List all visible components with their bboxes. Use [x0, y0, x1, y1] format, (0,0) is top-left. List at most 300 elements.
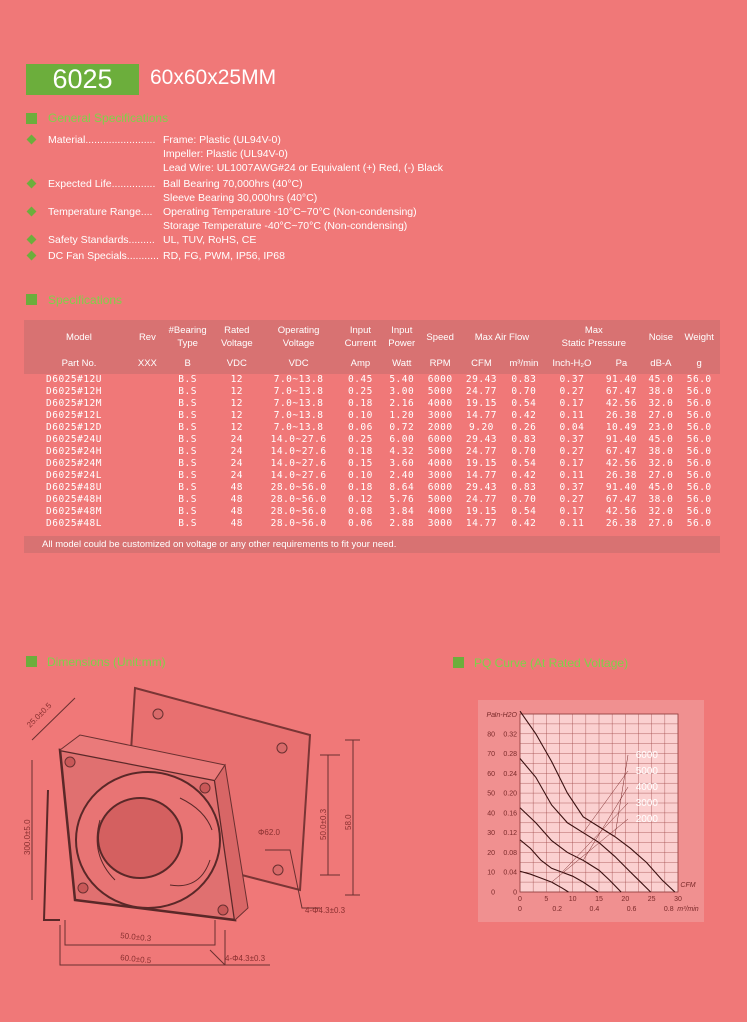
- table-cell: 0.42: [511, 470, 537, 481]
- table-cell: 1.20: [389, 410, 415, 421]
- table-cell: 24: [230, 434, 244, 445]
- cfm-tick-label: 20: [621, 896, 630, 903]
- table-cell: 24.77: [465, 446, 498, 457]
- table-cell: 0.27: [559, 494, 585, 505]
- table-unit-cell: m³/min: [503, 354, 544, 374]
- table-cell: 9.20: [469, 422, 494, 433]
- pa-tick-label: 30: [487, 830, 495, 838]
- model-size: 60x60x25MM: [150, 66, 277, 89]
- table-cell: 56.0: [686, 518, 712, 529]
- pa-tick-label: 0: [491, 889, 495, 897]
- table-row: [24, 422, 720, 434]
- table-cell: 6000: [427, 434, 453, 445]
- table-cell: B.S: [178, 470, 197, 481]
- table-cell: 67.47: [605, 494, 637, 505]
- table-cell: 19.15: [465, 458, 498, 469]
- table-cell: D6025#12U: [46, 374, 102, 385]
- table-cell: 56.0: [686, 446, 712, 457]
- table-row: [24, 398, 720, 410]
- table-cell: 56.0: [686, 470, 712, 481]
- table-unit-cell: B: [161, 354, 215, 374]
- table-cell: 8.64: [389, 482, 415, 493]
- table-cell: D6025#24L: [46, 470, 102, 481]
- table-cell: 7.0~13.8: [273, 422, 324, 433]
- table-cell: 0.06: [347, 422, 373, 433]
- pa-tick-label: 40: [487, 810, 495, 818]
- table-cell: 0.37: [559, 374, 585, 385]
- table-cell: 5000: [427, 386, 453, 397]
- table-cell: [134, 386, 161, 398]
- table-cell: 6000: [427, 374, 453, 385]
- table-cell: 27.0: [648, 470, 674, 481]
- table-cell: 0.42: [511, 518, 537, 529]
- table-cell: 3000: [427, 410, 453, 421]
- table-cell: 26.38: [605, 410, 637, 421]
- table-cell: 29.43: [465, 374, 498, 385]
- diamond-bullet-icon: [27, 135, 37, 145]
- table-cell: 48: [230, 506, 244, 517]
- table-cell: 45.0: [648, 434, 674, 445]
- section-marker-icon: [26, 656, 37, 667]
- table-cell: 14.0~27.6: [270, 470, 327, 481]
- m3-tick-label: 0.6: [626, 906, 637, 913]
- table-cell: 12: [230, 374, 244, 385]
- table-cell: 14.77: [465, 518, 498, 529]
- table-cell: B.S: [178, 374, 197, 385]
- table-unit-cell: g: [678, 354, 720, 374]
- table-cell: 27.0: [648, 410, 674, 421]
- table-cell: 26.38: [605, 470, 637, 481]
- table-cell: 0.08: [347, 506, 373, 517]
- m3-tick-label: 0.8: [663, 906, 674, 913]
- general-spec-value: Storage Temperature -40°C~70°C (Non-condensing): [163, 220, 408, 232]
- table-header-cell: #Bearing Type: [161, 320, 215, 354]
- general-spec-value: Lead Wire: UL1007AWG#24 or Equivalent (+) Red, (-) Black: [163, 162, 444, 174]
- table-cell: 5.40: [389, 374, 415, 385]
- table-header-cell: Operating Voltage: [259, 320, 338, 354]
- table-cell: B.S: [178, 446, 197, 457]
- inch-tick-label: 0: [513, 889, 517, 897]
- diamond-bullet-icon: [27, 235, 37, 245]
- inch-tick-label: 0.04: [503, 869, 517, 877]
- table-unit-cell: Watt: [383, 354, 421, 374]
- table-cell: 56.0: [686, 398, 712, 409]
- table-row: [24, 458, 720, 470]
- table-cell: 0.54: [511, 506, 537, 517]
- table-cell: 28.0~56.0: [270, 518, 327, 529]
- table-cell: 29.43: [465, 434, 498, 445]
- table-cell: D6025#48U: [46, 482, 102, 493]
- table-unit-cell: Amp: [338, 354, 383, 374]
- table-cell: 56.0: [686, 410, 712, 421]
- table-unit-cell: dB-A: [643, 354, 678, 374]
- table-header-row: [24, 320, 720, 354]
- table-cell: 28.0~56.0: [270, 494, 327, 505]
- cfm-tick-label: 25: [647, 896, 656, 903]
- table-cell: 5000: [427, 446, 453, 457]
- table-cell: 0.18: [347, 482, 373, 493]
- table-cell: 0.18: [347, 446, 373, 457]
- table-cell: 0.27: [559, 446, 585, 457]
- table-cell: D6025#48H: [46, 494, 102, 505]
- lead-length-label: 300.0±5.0: [23, 819, 32, 855]
- table-row: [24, 386, 720, 398]
- table-cell: 6000: [427, 482, 453, 493]
- diamond-bullet-icon: [27, 251, 37, 261]
- general-spec-value: Sleeve Bearing 30,000hrs (40°C): [163, 192, 318, 204]
- table-cell: 0.11: [559, 470, 585, 481]
- table-cell: 0.37: [559, 482, 585, 493]
- table-cell: 19.15: [465, 398, 498, 409]
- table-header-cell: Weight: [678, 320, 720, 354]
- table-cell: 0.83: [511, 374, 537, 385]
- table-cell: 0.83: [511, 482, 537, 493]
- table-cell: 24.77: [465, 494, 498, 505]
- general-spec-values: [163, 177, 317, 205]
- table-cell: [134, 446, 161, 458]
- general-spec-value: Frame: Plastic (UL94V-0): [163, 134, 281, 146]
- table-cell: 56.0: [686, 506, 712, 517]
- table-cell: 38.0: [648, 386, 674, 397]
- inch-tick-label: 0.16: [503, 810, 517, 818]
- table-cell: 0.54: [511, 398, 537, 409]
- table-cell: 4000: [427, 458, 453, 469]
- table-cell: [134, 410, 161, 422]
- table-cell: 24: [230, 446, 244, 457]
- dimensions-title: Dimensions (Unit:mm): [47, 655, 166, 669]
- table-row: [24, 494, 720, 506]
- table-cell: 14.77: [465, 410, 498, 421]
- table-row: [24, 482, 720, 494]
- m3-tick-label: 0.2: [552, 906, 563, 913]
- table-cell: 3.00: [389, 386, 415, 397]
- table-cell: D6025#48M: [46, 506, 102, 517]
- table-cell: 0.10: [347, 410, 373, 421]
- table-cell: 12: [230, 422, 244, 433]
- table-cell: 56.0: [686, 458, 712, 469]
- m3-tick-label: 0: [518, 906, 522, 913]
- table-row: [24, 410, 720, 422]
- speed-label: 3000: [635, 798, 658, 809]
- speed-label: 4000: [635, 782, 658, 793]
- table-cell: 28.0~56.0: [270, 506, 327, 517]
- table-cell: D6025#48L: [46, 518, 102, 529]
- table-cell: 14.0~27.6: [270, 434, 327, 445]
- table-cell: 48: [230, 494, 244, 505]
- table-cell: [134, 506, 161, 518]
- general-spec-values: [163, 249, 285, 263]
- cfm-axis-label: CFM: [680, 882, 696, 889]
- fan-dimension-drawing: [20, 680, 370, 980]
- table-cell: 7.0~13.8: [273, 410, 324, 421]
- table-cell: D6025#12L: [46, 410, 102, 421]
- table-cell: [134, 458, 161, 470]
- frame-width-label: 60.0±0.5: [119, 953, 152, 966]
- general-spec-key: Temperature Range....: [48, 206, 153, 218]
- pa-tick-label: 80: [487, 731, 495, 739]
- cfm-tick-label: 5: [544, 896, 549, 903]
- table-cell: 91.40: [605, 434, 637, 445]
- table-cell: [134, 518, 161, 530]
- table-unit-cell: CFM: [460, 354, 504, 374]
- table-header-cell: Max Static Pressure: [544, 320, 643, 354]
- table-cell: 56.0: [686, 386, 712, 397]
- table-cell: 56.0: [686, 374, 712, 385]
- table-cell: 38.0: [648, 494, 674, 505]
- inch-tick-label: 0.28: [503, 751, 517, 759]
- table-header-cell: Model: [24, 320, 134, 354]
- table-cell: 2.88: [389, 518, 415, 529]
- inch-tick-label: 0.32: [503, 731, 517, 739]
- table-cell: D6025#12H: [46, 386, 102, 397]
- pq-curve-chart: [478, 700, 704, 922]
- table-cell: D6025#24M: [46, 458, 102, 469]
- table-unit-cell: RPM: [421, 354, 460, 374]
- table-header-cell: Input Current: [338, 320, 383, 354]
- hole-spacing-horizontal-label: 50.0±0.3: [119, 931, 152, 944]
- general-spec-value: UL, TUV, RoHS, CE: [163, 234, 257, 246]
- table-header-cell: Speed: [421, 320, 460, 354]
- table-cell: 12: [230, 386, 244, 397]
- table-cell: 2.40: [389, 470, 415, 481]
- table-cell: [134, 434, 161, 446]
- speed-label: 2000: [635, 814, 658, 825]
- general-spec-key: DC Fan Specials...........: [48, 250, 159, 262]
- speed-label: 6000: [635, 750, 658, 761]
- mounting-holes-bottom-label: 4-Φ4.3±0.3: [225, 954, 266, 963]
- table-cell: 4000: [427, 506, 453, 517]
- table-cell: 48: [230, 518, 244, 529]
- table-cell: 42.56: [605, 458, 637, 469]
- table-cell: 14.77: [465, 470, 498, 481]
- table-cell: 7.0~13.8: [273, 374, 324, 385]
- pa-tick-label: 60: [487, 770, 495, 778]
- table-cell: B.S: [178, 422, 197, 433]
- table-cell: 0.70: [511, 494, 537, 505]
- pa-tick-label: 50: [487, 790, 495, 798]
- table-cell: 38.0: [648, 446, 674, 457]
- table-cell: 0.26: [511, 422, 537, 433]
- table-header-cell: Input Power: [383, 320, 421, 354]
- table-cell: 32.0: [648, 398, 674, 409]
- general-spec-values: [163, 233, 256, 247]
- table-header-cell: Max Air Flow: [460, 320, 545, 354]
- table-cell: [134, 482, 161, 494]
- table-cell: B.S: [178, 518, 197, 529]
- general-spec-key: Expected Life...............: [48, 178, 156, 190]
- table-cell: 56.0: [686, 422, 712, 433]
- table-cell: 42.56: [605, 506, 637, 517]
- table-unit-cell: XXX: [134, 354, 161, 374]
- table-unit-cell: VDC: [214, 354, 259, 374]
- inch-tick-label: 0.20: [503, 790, 517, 798]
- table-unit-cell: Inch-H₂O: [544, 354, 599, 374]
- table-cell: B.S: [178, 398, 197, 409]
- table-cell: [134, 398, 161, 410]
- table-cell: 0.06: [347, 518, 373, 529]
- table-cell: B.S: [178, 482, 197, 493]
- table-cell: 0.10: [347, 470, 373, 481]
- table-cell: B.S: [178, 386, 197, 397]
- table-cell: B.S: [178, 506, 197, 517]
- table-cell: 48: [230, 482, 244, 493]
- table-cell: [134, 494, 161, 506]
- general-spec-value: Impeller: Plastic (UL94V-0): [163, 148, 288, 160]
- table-cell: 0.27: [559, 386, 585, 397]
- table-cell: 5000: [427, 494, 453, 505]
- table-cell: 0.18: [347, 398, 373, 409]
- table-cell: 91.40: [605, 482, 637, 493]
- table-cell: 12: [230, 410, 244, 421]
- table-cell: 0.70: [511, 386, 537, 397]
- table-cell: 2.16: [389, 398, 415, 409]
- table-cell: 14.0~27.6: [270, 446, 327, 457]
- m3-tick-label: 0.4: [589, 906, 600, 913]
- hole-spacing-vertical-label: 50.0±0.3: [319, 808, 328, 840]
- table-cell: D6025#24H: [46, 446, 102, 457]
- pa-tick-label: 20: [487, 849, 495, 857]
- table-row: [24, 446, 720, 458]
- table-cell: 2000: [427, 422, 453, 433]
- table-cell: 56.0: [686, 494, 712, 505]
- table-cell: 0.04: [559, 422, 585, 433]
- table-cell: 0.70: [511, 446, 537, 457]
- table-cell: 0.17: [559, 458, 585, 469]
- general-spec-key: Material........................: [48, 134, 156, 146]
- table-cell: 4.32: [389, 446, 415, 457]
- table-row: [24, 506, 720, 518]
- table-cell: 45.0: [648, 482, 674, 493]
- depth-label: 25.0±0.5: [25, 701, 54, 730]
- table-cell: 3000: [427, 518, 453, 529]
- pa-axis-label: Pa: [486, 712, 495, 719]
- section-marker-icon: [26, 294, 37, 305]
- table-cell: 42.56: [605, 398, 637, 409]
- table-row: [24, 518, 720, 530]
- general-spec-values: [163, 133, 443, 175]
- section-marker-icon: [26, 113, 37, 124]
- cfm-tick-label: 15: [595, 896, 603, 903]
- table-cell: 7.0~13.8: [273, 386, 324, 397]
- general-spec-value: Ball Bearing 70,000hrs (40°C): [163, 178, 303, 190]
- table-cell: [134, 422, 161, 434]
- table-header-cell: Rev: [134, 320, 161, 354]
- table-cell: 10.49: [605, 422, 637, 433]
- table-cell: 0.42: [511, 410, 537, 421]
- table-cell: 0.17: [559, 506, 585, 517]
- inch-tick-label: 0.12: [503, 830, 517, 838]
- frame-size-label: 58.0: [344, 814, 353, 830]
- table-cell: 12: [230, 398, 244, 409]
- table-cell: 0.54: [511, 458, 537, 469]
- table-cell: 0.72: [389, 422, 415, 433]
- table-cell: 0.12: [347, 494, 373, 505]
- general-spec-value: Operating Temperature -10°C~70°C (Non-condensing): [163, 206, 417, 218]
- table-cell: 0.15: [347, 458, 373, 469]
- diamond-bullet-icon: [27, 179, 37, 189]
- model-number-badge: 6025: [26, 64, 139, 95]
- table-cell: 28.0~56.0: [270, 482, 327, 493]
- table-cell: 91.40: [605, 374, 637, 385]
- table-unit-cell: Pa: [599, 354, 643, 374]
- table-cell: 0.11: [559, 410, 585, 421]
- pq-curve-title: PQ Curve (At Rated Voltage): [474, 656, 629, 670]
- section-marker-icon: [453, 657, 464, 668]
- table-cell: 27.0: [648, 518, 674, 529]
- speed-label: 5000: [635, 766, 658, 777]
- table-cell: 0.11: [559, 518, 585, 529]
- diamond-bullet-icon: [27, 207, 37, 217]
- table-cell: 6.00: [389, 434, 415, 445]
- table-cell: 32.0: [648, 506, 674, 517]
- table-cell: 0.83: [511, 434, 537, 445]
- table-cell: D6025#24U: [46, 434, 102, 445]
- table-cell: 67.47: [605, 446, 637, 457]
- table-cell: 67.47: [605, 386, 637, 397]
- table-cell: B.S: [178, 458, 197, 469]
- cfm-tick-label: 30: [674, 896, 682, 903]
- table-cell: 4000: [427, 398, 453, 409]
- table-row: [24, 470, 720, 482]
- general-specs-title: General Specifications: [48, 111, 169, 125]
- table-cell: 3.60: [389, 458, 415, 469]
- table-cell: 3000: [427, 470, 453, 481]
- table-unit-cell: VDC: [259, 354, 338, 374]
- table-cell: 24.77: [465, 386, 498, 397]
- table-cell: [134, 374, 161, 386]
- table-cell: 0.25: [347, 434, 373, 445]
- table-cell: 3.84: [389, 506, 415, 517]
- pa-tick-label: 70: [487, 751, 495, 759]
- cfm-tick-label: 10: [568, 896, 577, 903]
- table-cell: 26.38: [605, 518, 637, 529]
- general-spec-values: [163, 205, 417, 233]
- table-row: [24, 374, 720, 386]
- table-row: [24, 434, 720, 446]
- inch-axis-label: In-H2O: [494, 712, 517, 719]
- table-cell: 5.76: [389, 494, 415, 505]
- table-cell: 45.0: [648, 374, 674, 385]
- table-cell: 0.37: [559, 434, 585, 445]
- inch-tick-label: 0.24: [503, 770, 517, 778]
- table-cell: D6025#12M: [46, 398, 102, 409]
- general-spec-key: Safety Standards.........: [48, 234, 155, 246]
- table-cell: 56.0: [686, 482, 712, 493]
- table-units-row: [24, 354, 720, 374]
- table-cell: D6025#12D: [46, 422, 102, 433]
- table-cell: 32.0: [648, 458, 674, 469]
- table-cell: 0.45: [347, 374, 373, 385]
- customization-note: All model could be customized on voltage or any other requirements to fit your need.: [24, 536, 720, 553]
- table-cell: 7.0~13.8: [273, 398, 324, 409]
- table-cell: 0.17: [559, 398, 585, 409]
- specifications-title: Specifications: [48, 293, 123, 307]
- table-cell: 24: [230, 458, 244, 469]
- table-cell: B.S: [178, 494, 197, 505]
- inch-tick-label: 0.08: [503, 849, 517, 857]
- specifications-table: [24, 320, 720, 536]
- table-cell: 23.0: [648, 422, 674, 433]
- table-cell: 56.0: [686, 434, 712, 445]
- table-header-cell: Rated Voltage: [214, 320, 259, 354]
- table-cell: 0.25: [347, 386, 373, 397]
- impeller-diameter-label: Φ62.0: [258, 828, 280, 837]
- table-cell: [134, 470, 161, 482]
- cfm-tick-label: 0: [518, 896, 522, 903]
- table-cell: 14.0~27.6: [270, 458, 327, 469]
- table-cell: 29.43: [465, 482, 498, 493]
- table-cell: B.S: [178, 434, 197, 445]
